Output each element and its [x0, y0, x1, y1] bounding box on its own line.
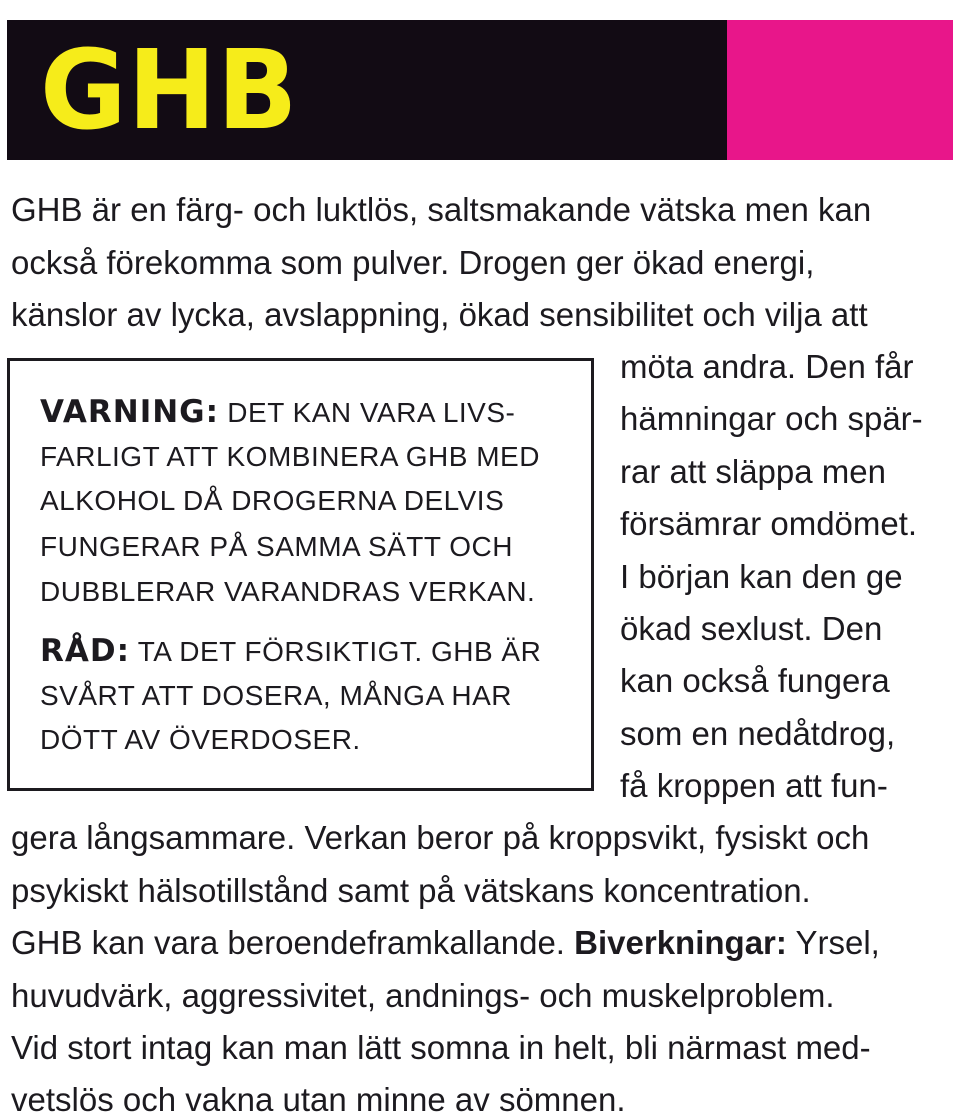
side-line: möta andra. Den får — [620, 348, 914, 385]
intro-line: också förekomma som pulver. Drogen ger ökad energi, — [11, 244, 815, 281]
warning-label: VARNING: — [40, 394, 220, 430]
side-effects-label: Biverkningar: — [574, 924, 787, 961]
body-line: Vid stort intag kan man lätt somna in helt, bli närmast med- — [11, 1029, 871, 1066]
header-accent-block — [727, 20, 953, 160]
advice-label: RÅD: — [40, 633, 130, 669]
intro-line: känslor av lycka, avslappning, ökad sensibilitet och vilja att — [11, 296, 868, 333]
advice-line: DÖTT AV ÖVERDOSER. — [40, 724, 361, 755]
side-effects-text: Yrsel, — [795, 924, 880, 961]
side-line: ökad sexlust. Den — [620, 610, 883, 647]
advice-text: TA DET FÖRSIKTIGT. GHB ÄR — [137, 636, 542, 667]
warning-line: DUBBLERAR VARANDRAS VERKAN. — [40, 576, 536, 607]
body-line: gera långsammare. Verkan beror på kroppsvikt, fysiskt och — [11, 819, 870, 856]
side-line: rar att släppa men — [620, 453, 886, 490]
intro-line: GHB är en färg- och luktlös, saltsmakande vätska men kan — [11, 191, 872, 228]
side-line: hämningar och spär- — [620, 400, 923, 437]
warning-line: FARLIGT ATT KOMBINERA GHB MED — [40, 441, 540, 472]
side-line: som en nedåtdrog, — [620, 715, 896, 752]
side-effects-line — [11, 923, 880, 963]
page-title: GHB — [40, 26, 299, 154]
side-line: I början kan den ge — [620, 558, 903, 595]
body-line: vetslös och vakna utan minne av sömnen. — [11, 1081, 626, 1118]
warning-line — [40, 395, 515, 430]
side-line: få kroppen att fun- — [620, 767, 888, 804]
side-line: kan också fungera — [620, 662, 890, 699]
advice-line: SVÅRT ATT DOSERA, MÅNGA HAR — [40, 680, 512, 711]
body-line: huvudvärk, aggressivitet, andnings- och muskelproblem. — [11, 977, 835, 1014]
body-line: psykiskt hälsotillstånd samt på vätskans koncentration. — [11, 872, 811, 909]
advice-line — [40, 634, 541, 669]
warning-text: DET KAN VARA LIVS- — [227, 397, 516, 428]
side-line: försämrar omdömet. — [620, 505, 918, 542]
warning-line: FUNGERAR PÅ SAMMA SÄTT OCH — [40, 531, 513, 562]
side-effects-intro: GHB kan vara beroendeframkallande. — [11, 924, 565, 961]
warning-line: ALKOHOL DÅ DROGERNA DELVIS — [40, 485, 505, 516]
